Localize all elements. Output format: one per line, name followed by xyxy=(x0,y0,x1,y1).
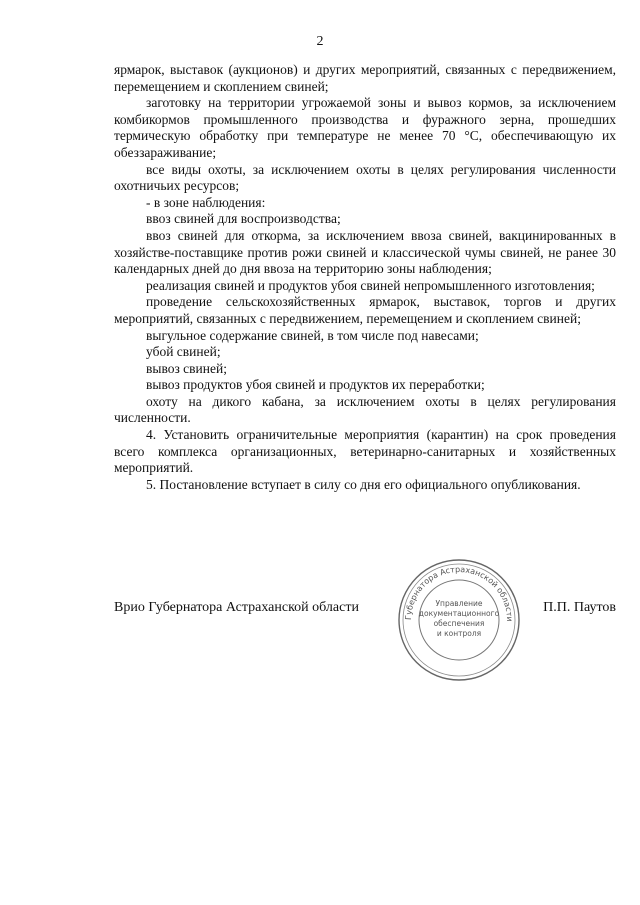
seal-center-line: Управление xyxy=(435,599,483,608)
paragraph: вывоз свиней; xyxy=(146,360,227,376)
official-seal xyxy=(395,556,523,684)
seal-center-line: и контроля xyxy=(436,629,482,638)
seal-ring-text: Губернатора Астраханской области xyxy=(403,564,515,622)
paragraph: заготовку на территории угрожаемой зоны и вывоз кормов, за исключением комбикормов промышленного производства и фуражного зерна, прошедших термическую обработку при температуре не менее 70 °С, обеспечивающую их обеззараживание; xyxy=(114,95,616,160)
signatory-name: П.П. Паутов xyxy=(543,600,616,615)
document-body xyxy=(114,62,616,493)
seal-center-line: документационного xyxy=(418,609,500,618)
signatory-title: Врио Губернатора Астраханской области xyxy=(114,600,359,615)
paragraph: ввоз свиней для воспроизводства; xyxy=(146,211,341,227)
seal-center-line: обеспечения xyxy=(433,619,485,628)
paragraph: - в зоне наблюдения: xyxy=(146,194,266,210)
paragraph: убой свиней; xyxy=(146,344,221,360)
paragraph: 4. Установить ограничительные мероприятия (карантин) на срок проведения всего комплекса организационных, ветеринарно-санитарных и хозяйственных мероприятий. xyxy=(114,427,616,476)
paragraph: ярмарок, выставок (аукционов) и других мероприятий, связанных с передвижением, перемещением и скоплением свиней; xyxy=(114,62,616,94)
paragraph: проведение сельскохозяйственных ярмарок, выставок, торгов и других мероприятий, связанных с передвижением, перемещением и скоплением свиней; xyxy=(114,294,616,326)
paragraph: ввоз свиней для откорма, за исключением ввоза свиней, вакцинированных в хозяйстве-поставщике против рожи свиней и классической чумы свиней, не ранее 30 календарных дней до дня ввоза на территорию зоны наблюдения; xyxy=(114,227,616,277)
paragraph: 5. Постановление вступает в силу со дня его официального опубликования. xyxy=(146,476,581,492)
page-number: 2 xyxy=(316,34,324,49)
paragraph: реализация свиней и продуктов убоя свиней непромышленного изготовления; xyxy=(146,277,595,293)
paragraph: все виды охоты, за исключением охоты в целях регулирования численности охотничьих ресурсов; xyxy=(114,161,616,194)
paragraph: вывоз продуктов убоя свиней и продуктов их переработки; xyxy=(146,377,485,393)
paragraph: охоту на дикого кабана, за исключением охоты в целях регулирования численности. xyxy=(114,393,616,426)
paragraph: выгульное содержание свиней, в том числе под навесами; xyxy=(146,327,479,343)
